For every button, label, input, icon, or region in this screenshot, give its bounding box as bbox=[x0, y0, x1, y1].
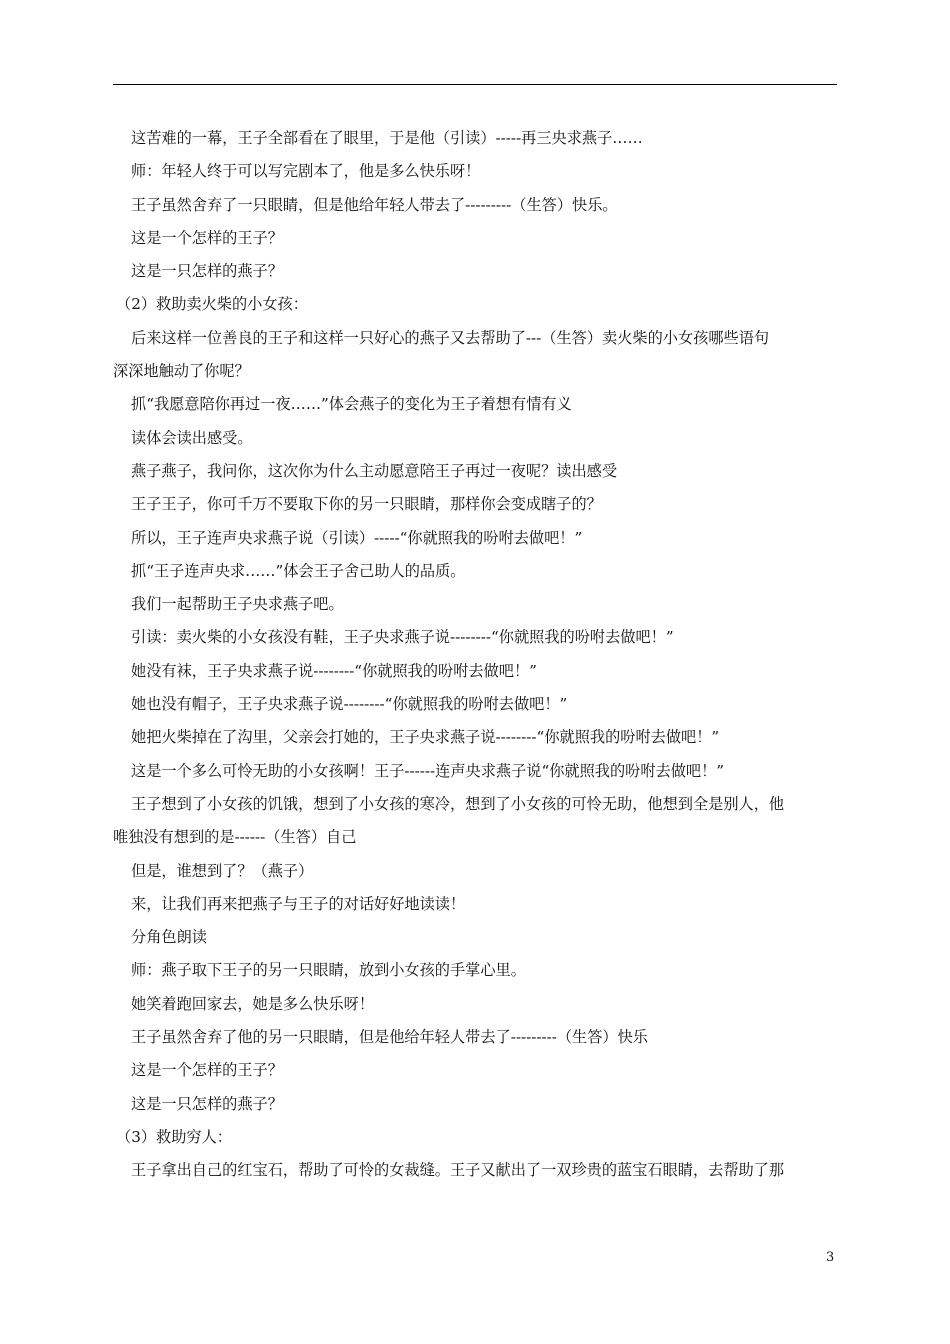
paragraph: 我们一起帮助王子央求燕子吧。 bbox=[131, 595, 344, 614]
paragraph: 王子王子，你可千万不要取下你的另一只眼睛，那样你会变成瞎子的？ bbox=[131, 495, 602, 514]
paragraph: 这是一只怎样的燕子？ bbox=[131, 262, 283, 281]
header-rule bbox=[113, 84, 837, 85]
paragraph: 分角色朗读 bbox=[131, 928, 207, 947]
paragraph: 读体会读出感受。 bbox=[131, 428, 253, 447]
paragraph: 这是一个怎样的王子？ bbox=[131, 228, 283, 247]
paragraph: 王子拿出自己的红宝石，帮助了可怜的女裁缝。王子又献出了一双珍贵的蓝宝石眼睛，去帮助了那 bbox=[131, 1161, 785, 1180]
paragraph: 王子虽然舍弃了一只眼睛，但是他给年轻人带去了---------（生答）快乐。 bbox=[131, 195, 618, 214]
document-body bbox=[113, 122, 843, 1188]
paragraph-continuation: 唯独没有想到的是------（生答）自己 bbox=[113, 828, 357, 847]
paragraph: 她也没有帽子，王子央求燕子说--------“你就照我的吩咐去做吧！” bbox=[131, 695, 568, 714]
paragraph: 这是一个怎样的王子？ bbox=[131, 1061, 283, 1080]
paragraph: 她笑着跑回家去，她是多么快乐呀！ bbox=[131, 994, 374, 1013]
paragraph: 后来这样一位善良的王子和这样一只好心的燕子又去帮助了---（生答）卖火柴的小女孩哪些语句 bbox=[131, 328, 770, 347]
paragraph: 王子想到了小女孩的饥饿，想到了小女孩的寒冷，想到了小女孩的可怜无助，他想到全是别人，他 bbox=[131, 794, 785, 813]
paragraph: 这苦难的一幕，王子全部看在了眼里，于是他（引读）-----再三央求燕子…… bbox=[131, 129, 643, 147]
section-heading: （3）救助穷人： bbox=[116, 1127, 232, 1146]
page-number: 3 bbox=[826, 1250, 835, 1265]
paragraph: 抓“我愿意陪你再过一夜……”体会燕子的变化为王子着想有情有义 bbox=[131, 395, 572, 414]
paragraph: 师：年轻人终于可以写完剧本了，他是多么快乐呀！ bbox=[131, 162, 481, 181]
paragraph: 这是一个多么可怜无助的小女孩啊！王子------连声央求燕子说“你就照我的吩咐去做吧！” bbox=[131, 761, 725, 780]
paragraph: 引读：卖火柴的小女孩没有鞋，王子央求燕子说--------“你就照我的吩咐去做吧！” bbox=[131, 628, 674, 647]
paragraph: 她没有袜，王子央求燕子说--------“你就照我的吩咐去做吧！” bbox=[131, 661, 537, 680]
paragraph: 她把火柴掉在了沟里，父亲会打她的，王子央求燕子说--------“你就照我的吩咐去做吧！” bbox=[131, 728, 720, 747]
paragraph: 但是，谁想到了？（燕子） bbox=[131, 861, 314, 880]
paragraph: 燕子燕子，我问你，这次你为什么主动愿意陪王子再过一夜呢？读出感受 bbox=[131, 461, 617, 480]
paragraph: 这是一只怎样的燕子？ bbox=[131, 1094, 283, 1113]
section-heading: （2）救助卖火柴的小女孩： bbox=[116, 295, 308, 314]
paragraph: 王子虽然舍弃了他的另一只眼睛，但是他给年轻人带去了---------（生答）快乐 bbox=[131, 1028, 648, 1047]
paragraph: 抓“王子连声央求……”体会王子舍己助人的品质。 bbox=[131, 561, 466, 580]
paragraph-continuation: 深深地触动了你呢？ bbox=[113, 362, 250, 381]
paragraph: 来，让我们再来把燕子与王子的对话好好地读读！ bbox=[131, 894, 466, 913]
paragraph: 师：燕子取下王子的另一只眼睛，放到小女孩的手掌心里。 bbox=[131, 961, 526, 980]
paragraph: 所以，王子连声央求燕子说（引读）-----“你就照我的吩咐去做吧！” bbox=[131, 528, 583, 547]
